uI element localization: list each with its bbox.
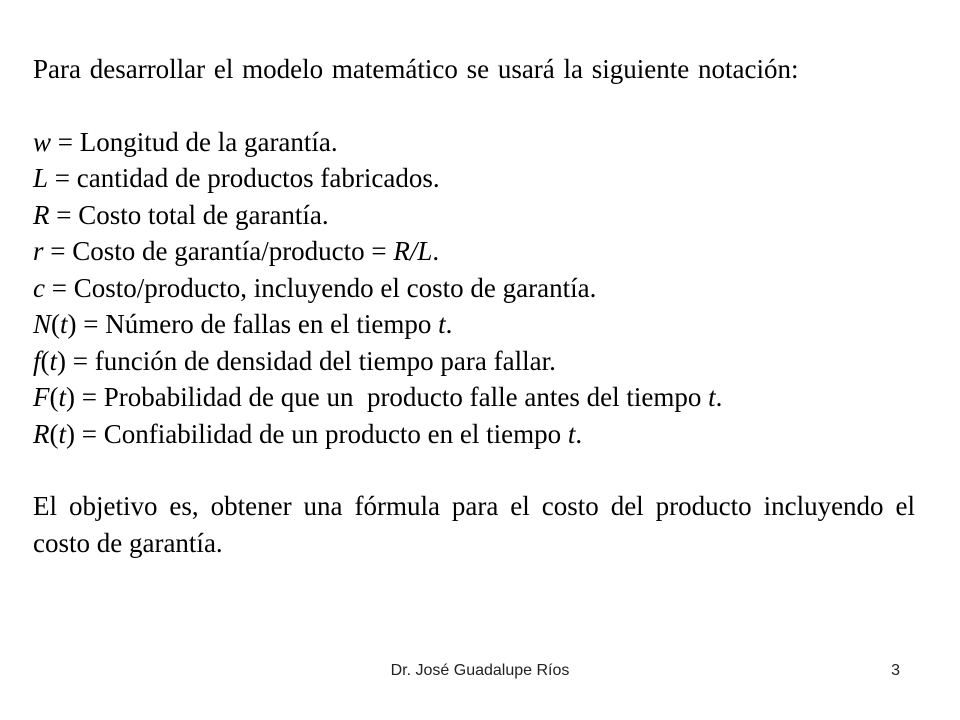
notation-end: .: [575, 418, 583, 449]
notation-arg: t: [60, 309, 68, 339]
notation-paren-close: ): [57, 345, 67, 376]
notation-definition: = Confiabilidad de un producto en el tiempo: [75, 418, 568, 449]
notation-variable: t: [708, 382, 716, 412]
notation-item-f: [33, 343, 915, 380]
notation-list: [33, 124, 915, 453]
notation-definition: = cantidad de productos fabricados.: [48, 163, 440, 193]
notation-symbol: F: [33, 382, 50, 412]
notation-item-L: [33, 160, 915, 197]
notation-symbol: R: [33, 199, 50, 230]
notation-definition: = Número de fallas en el tiempo: [76, 309, 439, 339]
notation-definition: = Probabilidad de que un producto falle antes del tiempo: [75, 382, 709, 412]
notation-symbol: c: [33, 272, 45, 303]
notation-definition: = función de densidad del tiempo para fallar.: [66, 345, 556, 376]
notation-end: .: [445, 309, 453, 339]
notation-symbol: N: [33, 309, 52, 339]
notation-item-R-total: [33, 197, 915, 234]
notation-arg: t: [58, 382, 67, 412]
notation-item-r: [33, 233, 915, 270]
notation-paren-open: (: [49, 382, 59, 412]
notation-item-R-reliability: [33, 416, 915, 453]
footer-author: Dr. José Guadalupe Ríos: [390, 662, 570, 679]
notation-paren-close: ): [66, 418, 76, 449]
notation-end: .: [715, 382, 723, 412]
notation-symbol: w: [33, 126, 52, 157]
notation-symbol: L: [33, 163, 49, 193]
notation-variable: t: [438, 309, 446, 339]
notation-definition: = Costo total de garantía.: [49, 199, 329, 230]
intro-text: Para desarrollar el modelo matemático se usará la siguiente notación:: [33, 54, 799, 84]
notation-item-c: [33, 270, 915, 307]
notation-paren-close: ): [67, 309, 77, 339]
notation-paren-open: (: [49, 418, 59, 449]
notation-symbol: R: [33, 418, 50, 449]
page-number: 3: [891, 662, 900, 679]
objective-paragraph: El objetivo es, obtener una fórmula para el costo del producto incluyendo el costo de garantía.: [33, 491, 915, 558]
notation-item-F: [33, 379, 915, 416]
notation-item-w: [33, 124, 915, 161]
notation-variable: t: [567, 418, 576, 449]
notation-arg: t: [49, 345, 58, 376]
notation-end: .: [432, 236, 440, 266]
notation-symbol: r: [33, 236, 44, 266]
notation-definition: = Costo/producto, incluyendo el costo de garantía.: [44, 272, 597, 303]
notation-symbol: f: [33, 345, 41, 376]
notation-formula: R/L: [393, 236, 433, 266]
slide-content: [33, 51, 915, 561]
notation-definition: = Longitud de la garantía.: [51, 126, 338, 157]
notation-paren-open: (: [51, 309, 61, 339]
notation-item-N: [33, 306, 915, 343]
notation-definition: = Costo de garantía/producto =: [43, 236, 394, 266]
notation-arg: t: [58, 418, 67, 449]
notation-paren-close: ): [66, 382, 76, 412]
notation-paren-open: (: [40, 345, 50, 376]
